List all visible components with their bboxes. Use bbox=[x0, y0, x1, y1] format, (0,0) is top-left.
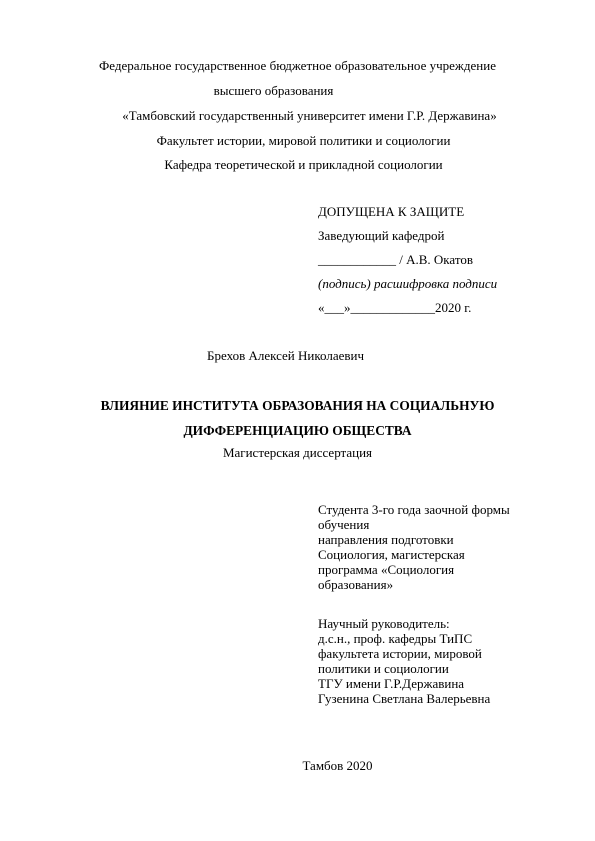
supervisor-info bbox=[318, 616, 548, 706]
student-info-line: образования» bbox=[318, 577, 394, 592]
header-line-faculty: Факультет истории, мировой политики и социологии bbox=[156, 133, 451, 148]
supervisor-info-line: Гузенина Светлана Валерьевна bbox=[318, 691, 491, 706]
approval-position: Заведующий кафедрой bbox=[318, 228, 445, 243]
student-info-line: программа «Социология bbox=[318, 562, 455, 577]
footer-city-year: Тамбов 2020 bbox=[302, 758, 373, 773]
student-info bbox=[318, 502, 548, 592]
header-line-institution: Федеральное государственное бюджетное образовательное учреждение bbox=[99, 58, 496, 73]
supervisor-info-line: политики и социологии bbox=[318, 661, 449, 676]
supervisor-info-line: факультета истории, мировой bbox=[318, 646, 482, 661]
approval-signature-line: ____________ / А.В. Окатов bbox=[318, 252, 474, 267]
thesis-title-line-1: ВЛИЯНИЕ ИНСТИТУТА ОБРАЗОВАНИЯ НА СОЦИАЛЬНУЮ bbox=[100, 398, 495, 413]
thesis-title-line-2: ДИФФЕРЕНЦИАЦИЮ ОБЩЕСТВА bbox=[183, 423, 412, 438]
student-info-line: Социология, магистерская bbox=[318, 547, 465, 562]
header-line-university: «Тамбовский государственный университет имени Г.Р. Державина» bbox=[122, 108, 497, 123]
author-name: Брехов Алексей Николаевич bbox=[207, 348, 364, 363]
student-info-line: направления подготовки bbox=[318, 532, 454, 547]
student-info-line: Студента 3-го года заочной формы bbox=[318, 502, 510, 517]
approval-heading: ДОПУЩЕНА К ЗАЩИТЕ bbox=[318, 204, 465, 219]
supervisor-info-line: ТГУ имени Г.Р.Державина bbox=[318, 676, 465, 691]
supervisor-info-line: Научный руководитель: bbox=[318, 616, 450, 631]
student-info-line: обучения bbox=[318, 517, 370, 532]
header-line-department: Кафедра теоретической и прикладной социологии bbox=[164, 157, 443, 172]
thesis-type: Магистерская диссертация bbox=[222, 445, 373, 460]
supervisor-info-line: д.с.н., проф. кафедры ТиПС bbox=[318, 631, 473, 646]
approval-signature-hint: (подпись) расшифровка подписи bbox=[318, 276, 498, 291]
header-line-education-level: высшего образования bbox=[213, 83, 334, 98]
approval-date-line: «___»_____________2020 г. bbox=[318, 300, 472, 315]
